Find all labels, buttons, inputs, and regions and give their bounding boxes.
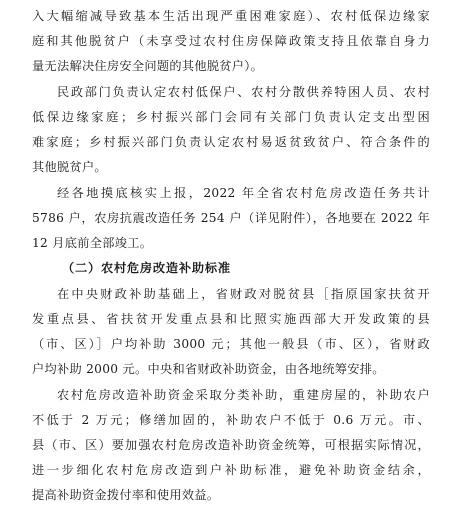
paragraph-line: 户均补助 2000 元。中央和省财政补助资金，由各地统筹安排。 bbox=[32, 362, 385, 376]
paragraph-line: 进一步细化农村危房改造到户补助标准，避免补助资金结余， bbox=[32, 463, 430, 477]
paragraph-line: （市、区）］户均补助 3000 元；其他一般县（市、区），省财政 bbox=[32, 337, 430, 351]
paragraph-line: 12 月底前全部竣工。 bbox=[32, 236, 153, 250]
paragraph-line: 农村危房改造补助资金采取分类补助，重建房屋的，补助农户 bbox=[57, 388, 430, 402]
paragraph-line: 民政部门负责认定农村低保户、农村分散供养特困人员、农村 bbox=[57, 85, 430, 99]
paragraph-line: 5786 户，农房抗震改造任务 254 户（详见附件），各地要在 2022 年 bbox=[32, 211, 430, 225]
paragraph-line: 提高补助资金拨付率和使用效益。 bbox=[32, 488, 220, 502]
paragraph-line: 入大幅缩减导致基本生活出现严重困难家庭）、农村低保边缘家 bbox=[32, 9, 430, 23]
paragraph-line: 发重点县、省扶贫开发重点县和比照实施西部大开发政策的县 bbox=[32, 312, 430, 326]
paragraph-line: 庭和其他脱贫户（未享受过农村住房保障政策支持且依靠自身力 bbox=[32, 34, 430, 48]
paragraph-line: 经各地摸底核实上报，2022 年全省农村危房改造任务共计 bbox=[57, 186, 430, 200]
paragraph-line: 在中央财政补助基础上，省财政对脱贫县［指原国家扶贫开 bbox=[57, 287, 430, 301]
paragraph-line: 低保边缘家庭；乡村振兴部门会同有关部门负责认定支出型困 bbox=[32, 110, 430, 124]
paragraph-line: 难家庭；乡村振兴部门负责认定农村易返贫致贫户、符合条件的 bbox=[32, 135, 430, 149]
paragraph-line: 量无法解决住房安全问题的其他脱贫户）。 bbox=[32, 59, 264, 73]
paragraph-line: 其他脱贫户。 bbox=[32, 160, 107, 174]
paragraph-line: 不低于 2 万元；修缮加固的，补助农户不低于 0.6 万元。市、 bbox=[32, 413, 430, 427]
section-heading: （二）农村危房改造补助标准 bbox=[62, 261, 231, 275]
paragraph-line: 县（市、区）要加强农村危房改造补助资金统筹，可根据实际情况， bbox=[32, 438, 430, 452]
